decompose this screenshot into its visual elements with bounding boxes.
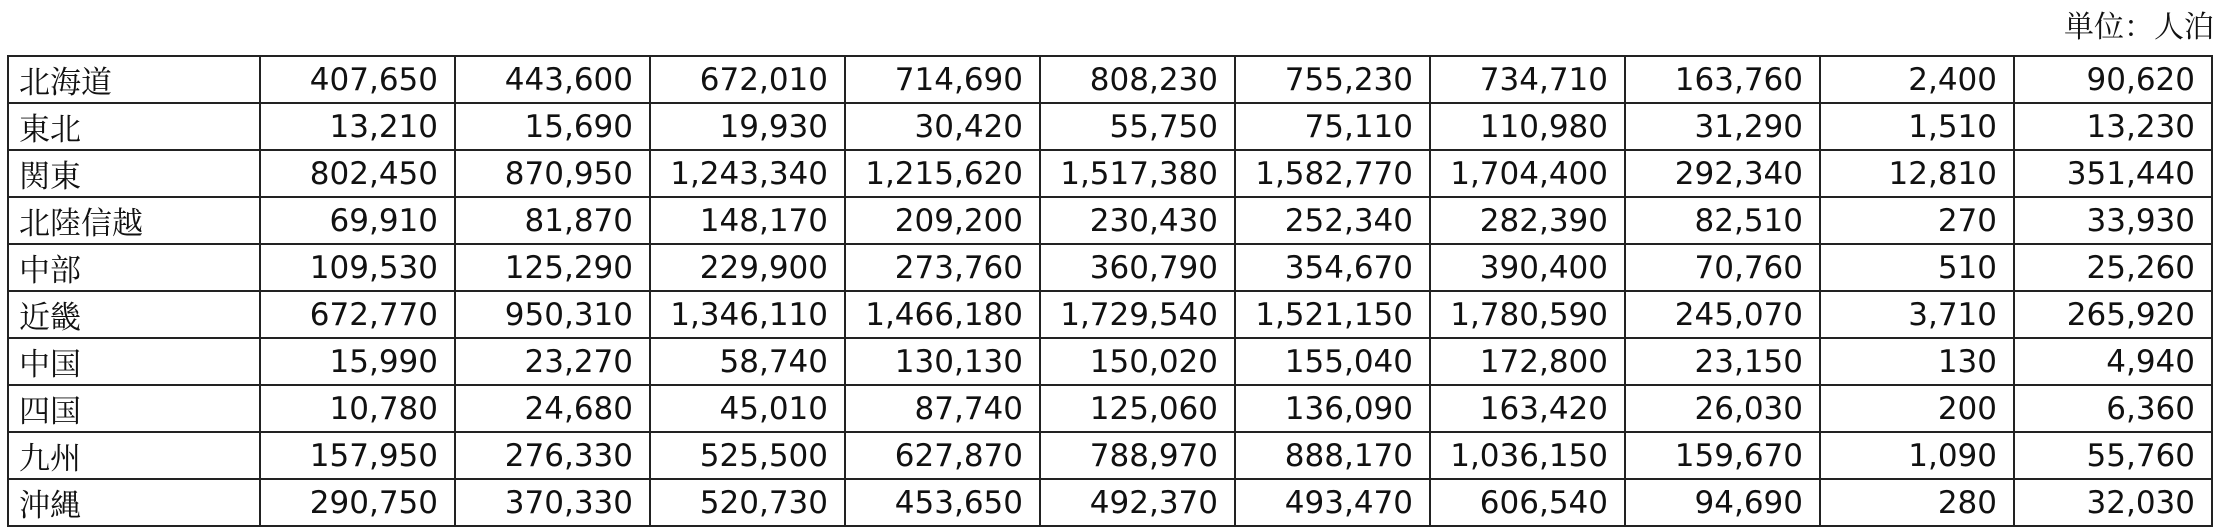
value-cell: 125,290 <box>455 244 650 291</box>
value-cell: 130 <box>1820 338 2014 385</box>
value-cell: 55,750 <box>1040 103 1235 150</box>
value-cell: 627,870 <box>845 432 1040 479</box>
value-cell: 276,330 <box>455 432 650 479</box>
value-cell: 245,070 <box>1625 291 1820 338</box>
table-row <box>8 56 2212 103</box>
table-row <box>8 197 2212 244</box>
value-cell: 82,510 <box>1625 197 1820 244</box>
value-cell: 525,500 <box>650 432 845 479</box>
value-cell: 87,740 <box>845 385 1040 432</box>
table-row <box>8 291 2212 338</box>
value-cell: 25,260 <box>2014 244 2212 291</box>
value-cell: 1,346,110 <box>650 291 845 338</box>
value-cell: 788,970 <box>1040 432 1235 479</box>
value-cell: 75,110 <box>1235 103 1430 150</box>
unit-label: 単位：人泊 <box>2064 10 2214 45</box>
value-cell: 360,790 <box>1040 244 1235 291</box>
value-cell: 1,466,180 <box>845 291 1040 338</box>
value-cell: 90,620 <box>2014 56 2212 103</box>
value-cell: 155,040 <box>1235 338 1430 385</box>
table-row <box>8 103 2212 150</box>
value-cell: 273,760 <box>845 244 1040 291</box>
value-cell: 10,780 <box>260 385 455 432</box>
value-cell: 354,670 <box>1235 244 1430 291</box>
value-cell: 370,330 <box>455 479 650 526</box>
region-cell: 中部 <box>8 244 260 291</box>
value-cell: 492,370 <box>1040 479 1235 526</box>
value-cell: 13,210 <box>260 103 455 150</box>
value-cell: 1,704,400 <box>1430 150 1625 197</box>
value-cell: 55,760 <box>2014 432 2212 479</box>
value-cell: 125,060 <box>1040 385 1235 432</box>
data-table <box>7 55 2213 527</box>
value-cell: 159,670 <box>1625 432 1820 479</box>
value-cell: 130,130 <box>845 338 1040 385</box>
value-cell: 163,760 <box>1625 56 1820 103</box>
value-cell: 870,950 <box>455 150 650 197</box>
table-row <box>8 338 2212 385</box>
region-cell: 四国 <box>8 385 260 432</box>
region-cell: 九州 <box>8 432 260 479</box>
table-row <box>8 150 2212 197</box>
value-cell: 1,582,770 <box>1235 150 1430 197</box>
value-cell: 888,170 <box>1235 432 1430 479</box>
value-cell: 13,230 <box>2014 103 2212 150</box>
value-cell: 81,870 <box>455 197 650 244</box>
value-cell: 19,930 <box>650 103 845 150</box>
value-cell: 2,400 <box>1820 56 2014 103</box>
value-cell: 390,400 <box>1430 244 1625 291</box>
region-cell: 東北 <box>8 103 260 150</box>
value-cell: 26,030 <box>1625 385 1820 432</box>
value-cell: 252,340 <box>1235 197 1430 244</box>
value-cell: 109,530 <box>260 244 455 291</box>
value-cell: 24,680 <box>455 385 650 432</box>
value-cell: 950,310 <box>455 291 650 338</box>
value-cell: 150,020 <box>1040 338 1235 385</box>
value-cell: 672,770 <box>260 291 455 338</box>
value-cell: 270 <box>1820 197 2014 244</box>
value-cell: 94,690 <box>1625 479 1820 526</box>
value-cell: 23,150 <box>1625 338 1820 385</box>
region-cell: 北陸信越 <box>8 197 260 244</box>
region-cell: 沖縄 <box>8 479 260 526</box>
value-cell: 510 <box>1820 244 2014 291</box>
value-cell: 229,900 <box>650 244 845 291</box>
table-row <box>8 479 2212 526</box>
value-cell: 351,440 <box>2014 150 2212 197</box>
value-cell: 163,420 <box>1430 385 1625 432</box>
value-cell: 33,930 <box>2014 197 2212 244</box>
table-row <box>8 432 2212 479</box>
value-cell: 265,920 <box>2014 291 2212 338</box>
value-cell: 1,521,150 <box>1235 291 1430 338</box>
value-cell: 714,690 <box>845 56 1040 103</box>
value-cell: 157,950 <box>260 432 455 479</box>
value-cell: 290,750 <box>260 479 455 526</box>
value-cell: 1,517,380 <box>1040 150 1235 197</box>
value-cell: 136,090 <box>1235 385 1430 432</box>
value-cell: 12,810 <box>1820 150 2014 197</box>
region-cell: 近畿 <box>8 291 260 338</box>
value-cell: 282,390 <box>1430 197 1625 244</box>
value-cell: 4,940 <box>2014 338 2212 385</box>
value-cell: 31,290 <box>1625 103 1820 150</box>
table-row <box>8 385 2212 432</box>
value-cell: 15,690 <box>455 103 650 150</box>
region-cell: 北海道 <box>8 56 260 103</box>
value-cell: 1,510 <box>1820 103 2014 150</box>
value-cell: 172,800 <box>1430 338 1625 385</box>
value-cell: 70,760 <box>1625 244 1820 291</box>
value-cell: 69,910 <box>260 197 455 244</box>
value-cell: 23,270 <box>455 338 650 385</box>
value-cell: 32,030 <box>2014 479 2212 526</box>
value-cell: 755,230 <box>1235 56 1430 103</box>
value-cell: 1,780,590 <box>1430 291 1625 338</box>
value-cell: 209,200 <box>845 197 1040 244</box>
value-cell: 520,730 <box>650 479 845 526</box>
value-cell: 1,243,340 <box>650 150 845 197</box>
value-cell: 1,090 <box>1820 432 2014 479</box>
region-cell: 関東 <box>8 150 260 197</box>
value-cell: 1,215,620 <box>845 150 1040 197</box>
table-body <box>8 56 2212 526</box>
value-cell: 3,710 <box>1820 291 2014 338</box>
value-cell: 200 <box>1820 385 2014 432</box>
value-cell: 1,729,540 <box>1040 291 1235 338</box>
value-cell: 45,010 <box>650 385 845 432</box>
value-cell: 110,980 <box>1430 103 1625 150</box>
value-cell: 6,360 <box>2014 385 2212 432</box>
value-cell: 280 <box>1820 479 2014 526</box>
value-cell: 808,230 <box>1040 56 1235 103</box>
region-cell: 中国 <box>8 338 260 385</box>
value-cell: 1,036,150 <box>1430 432 1625 479</box>
value-cell: 443,600 <box>455 56 650 103</box>
value-cell: 407,650 <box>260 56 455 103</box>
value-cell: 493,470 <box>1235 479 1430 526</box>
value-cell: 15,990 <box>260 338 455 385</box>
value-cell: 292,340 <box>1625 150 1820 197</box>
value-cell: 453,650 <box>845 479 1040 526</box>
value-cell: 802,450 <box>260 150 455 197</box>
value-cell: 734,710 <box>1430 56 1625 103</box>
value-cell: 30,420 <box>845 103 1040 150</box>
table-row <box>8 244 2212 291</box>
value-cell: 58,740 <box>650 338 845 385</box>
value-cell: 230,430 <box>1040 197 1235 244</box>
value-cell: 672,010 <box>650 56 845 103</box>
value-cell: 148,170 <box>650 197 845 244</box>
value-cell: 606,540 <box>1430 479 1625 526</box>
